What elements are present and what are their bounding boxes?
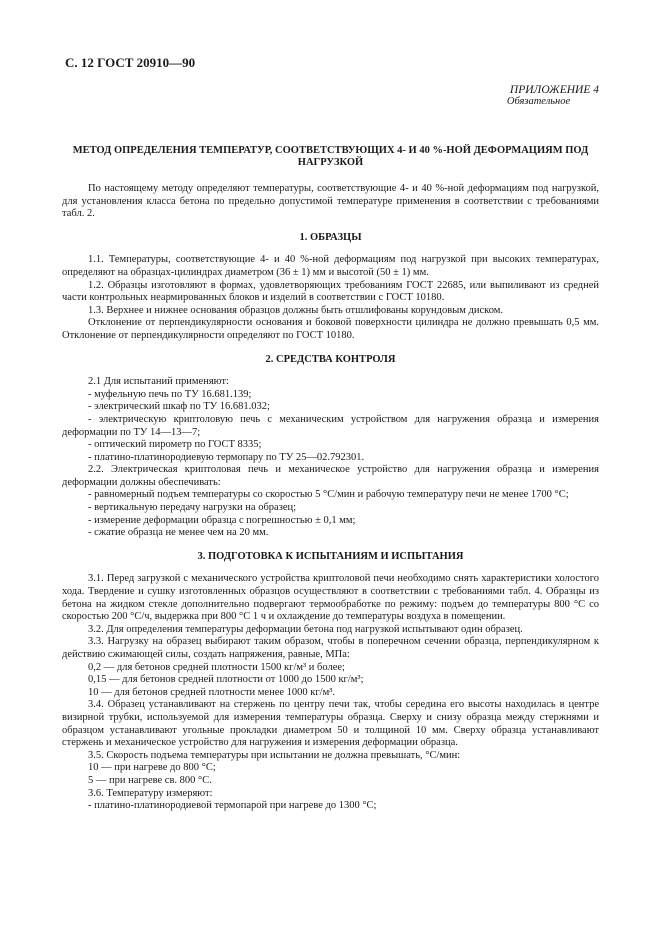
paragraph-3-3: 3.3. Нагрузку на образец выбирают таким образом, чтобы в поперечном сечении образца, перпендикулярном к действию сжимающей силы, создать напряжения, равные, МПа: — [62, 636, 599, 660]
paragraph-1-3: 1.3. Верхнее и нижнее основания образцов должны быть отшлифованы корундовым диском. — [88, 304, 504, 316]
list-item: - электрический шкаф по ТУ 16.681.032; — [88, 401, 270, 413]
list-item: - измерение деформации образца с погрешностью ± 0,1 мм; — [88, 514, 356, 526]
list-item: - равномерный подъем температуры со скоростью 5 °С/мин и рабочую температуру печи не менее 1700 °С; — [88, 489, 569, 501]
paragraph-3-4: 3.4. Образец устанавливают на стержень по центру печи так, чтобы середина его высоты находилась в центре визирной трубки, используемой для измерения температуры образца. Сверху и снизу образца между стержнями и образцом устанавливают угольные прокладки диаметром 50 и толщиной 10 мм. Сверху образца устанавливают стержень и механическое устройство для нагружения и измерения деформации образца. — [62, 699, 599, 749]
list-item: 10 — для бетонов средней плотности менее 1000 кг/м³. — [88, 686, 336, 698]
list-item: 0,15 — для бетонов средней плотности от 1000 до 1500 кг/м³; — [88, 674, 364, 686]
paragraph-1-3-note: Отклонение от перпендикулярности основания и боковой поверхности цилиндра не должно превышать 0,5 мм. Отклонение от перпендикулярности определяют по ГОСТ 10180. — [62, 317, 599, 341]
paragraph-3-6: 3.6. Температуру измеряют: — [88, 787, 213, 799]
paragraph-1-2: 1.2. Образцы изготовляют в формах, удовлетворяющих требованиям ГОСТ 22685, или выпиливают из средней части контрольных неармированных блоков и изделий в соответствии с ГОСТ 10180. — [62, 279, 599, 304]
list-item: 10 — при нагреве до 800 °С; — [88, 762, 216, 774]
paragraph-3-2: 3.2. Для определения температуры деформации бетона под нагрузкой испытывают один образец. — [88, 623, 523, 635]
list-item: 5 — при нагреве св. 800 °С. — [88, 774, 212, 786]
list-item: - муфельную печь по ТУ 16.681.139; — [88, 388, 252, 400]
document-title: МЕТОД ОПРЕДЕЛЕНИЯ ТЕМПЕРАТУР, СООТВЕТСТВУЮЩИХ 4- И 40 %-НОЙ ДЕФОРМАЦИЯМ ПОД НАГРУЗКОЙ — [72, 145, 589, 168]
intro-paragraph: По настоящему методу определяют температуры, соответствующие 4- и 40 %-ной деформациям под нагрузкой, для установления класса бетона по предельно допустимой температуре применения в соответствии с требованиями табл. 2. — [62, 183, 599, 220]
document-body — [62, 145, 599, 813]
paragraph-3-5: 3.5. Скорость подъема температуры при испытании не должна превышать, °С/мин: — [88, 749, 461, 761]
section-heading-2: 2. СРЕДСТВА КОНТРОЛЯ — [265, 353, 396, 365]
list-item: - сжатие образца не менее чем на 20 мм. — [88, 527, 269, 539]
appendix-label — [506, 84, 599, 107]
list-item: - вертикальную передачу нагрузки на образец; — [88, 502, 297, 514]
list-item: - оптический пирометр по ГОСТ 8335; — [88, 439, 262, 451]
section-heading-1: 1. ОБРАЗЦЫ — [299, 231, 362, 243]
list-item: - платино-платинородиевую термопару по ТУ 25—02.792301. — [88, 451, 365, 463]
paragraph-3-1: 3.1. Перед загрузкой с механического устройства криптоловой печи необходимо снять характеристики холостого хода. Твердение и сушку изготовленных образцов осуществляют в соответствии с требованиями табл. 4. Образцы из бетона на жидком стекле дополнительно подвергают термообработке по режиму: подъем до температуры 800 °С со скоростью 200 °С/ч, выдержка при 800 °С 1 ч и охлаждение до температуры воздуха в помещении. — [62, 573, 599, 623]
section-heading-3: 3. ПОДГОТОВКА К ИСПЫТАНИЯМ И ИСПЫТАНИЯ — [197, 550, 464, 562]
paragraph-2-2: 2.2. Электрическая криптоловая печь и механическое устройство для нагружения образца и измерения деформации должны обеспечивать: — [62, 464, 599, 488]
appendix-status: Обязательное — [506, 96, 571, 107]
list-item: 0,2 — для бетонов средней плотности 1500 кг/м³ и более; — [88, 661, 345, 673]
paragraph-1-1: 1.1. Температуры, соответствующие 4- и 40 %-ной деформациям под нагрузкой при высоких температурах, определяют на образцах-цилиндрах диаметром (36 ± 1) мм и высотой (50 ± 1) мм. — [62, 254, 599, 278]
list-item: - электрическую криптоловую печь с механическим устройством для нагружения образца и измерения деформации по ТУ 14—13—7; — [62, 413, 599, 438]
paragraph-2-1: 2.1 Для испытаний применяют: — [88, 376, 229, 388]
list-item: - платино-платинородиевой термопарой при нагреве до 1300 °С; — [88, 800, 377, 812]
appendix-number: ПРИЛОЖЕНИЕ 4 — [509, 84, 599, 96]
page-header: С. 12 ГОСТ 20910—90 — [65, 55, 196, 70]
